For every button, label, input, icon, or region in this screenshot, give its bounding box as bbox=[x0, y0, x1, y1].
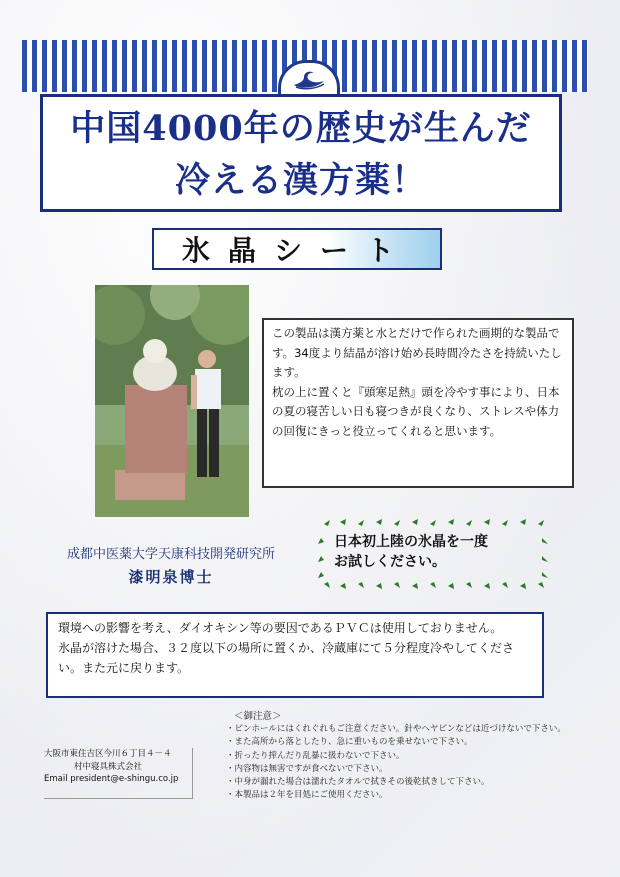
description-paragraph-1: この製品は漢方薬と水とだけで作られた画期的な製品です。34度より結晶が溶け始め長時間冷たさを持続いたします。 bbox=[272, 326, 562, 379]
caution-item: ・折ったり搾んだり乱暴に扱わないで下さい。 bbox=[226, 750, 405, 761]
cautions-section bbox=[226, 710, 576, 802]
title-line-1: 中国4000年の歴史が生んだ bbox=[70, 108, 532, 149]
doctor-name: 漆明泉博士 bbox=[128, 568, 214, 586]
title-box bbox=[40, 94, 562, 212]
description-paragraph-2: 枕の上に置くと『頭寒足熱』頭を冷やす事により、日本の夏の寝苦しい日も寝つきが良くなり、ストレスや体力の回復にきっと役立ってくれると思います。 bbox=[272, 384, 560, 438]
description-box bbox=[262, 318, 574, 488]
swan-icon bbox=[290, 69, 328, 91]
caution-item: ・内容物は無害ですが食べないで下さい。 bbox=[226, 763, 388, 774]
product-name: 氷晶シート bbox=[181, 234, 412, 267]
notice-paragraph-1: 環境への影響を考え、ダイオキシン等の要因であるＰＶＣは使用しておりません。 bbox=[58, 621, 503, 635]
promo-line-2: お試しください。 bbox=[334, 554, 446, 570]
caution-item: ・また高所から落としたり、急に重いものを乗せないで下さい。 bbox=[226, 737, 473, 748]
notice-box bbox=[46, 612, 544, 698]
contact-block bbox=[44, 748, 193, 799]
product-name-box bbox=[152, 228, 442, 270]
promo-line-1: 日本初上陸の氷晶を一度 bbox=[334, 534, 488, 550]
cautions-list bbox=[226, 723, 576, 802]
caution-item: ・ピンホールにはくれぐれもご注意ください。針やヘヤピンなどは近づけないで下さい。 bbox=[226, 724, 566, 735]
title-line-2: 冷える漢方薬！ bbox=[174, 160, 427, 201]
caution-item: ・本製品は２年を目処にご使用ください。 bbox=[226, 790, 388, 801]
cautions-heading: ＜御注意＞ bbox=[234, 711, 282, 722]
promo-text bbox=[334, 532, 534, 572]
institute-name: 成都中医薬大学天康科技開発研究所 bbox=[66, 547, 275, 562]
doctor-photo bbox=[95, 285, 249, 517]
company-name: 村中寝具株式会社 bbox=[74, 761, 143, 772]
company-email: Email president@e-shingu.co.jp bbox=[44, 774, 179, 784]
notice-paragraph-2: 氷晶が溶けた場合、３２度以下の場所に置くか、冷蔵庫にて５分程度冷やしてください。また元に戻ります。 bbox=[58, 641, 515, 675]
company-address: 大阪市東住吉区今川６丁目４－４ bbox=[44, 749, 172, 759]
caution-item: ・中身が漏れた場合は濡れたタオルで拭きその後乾拭きして下さい。 bbox=[226, 777, 490, 788]
